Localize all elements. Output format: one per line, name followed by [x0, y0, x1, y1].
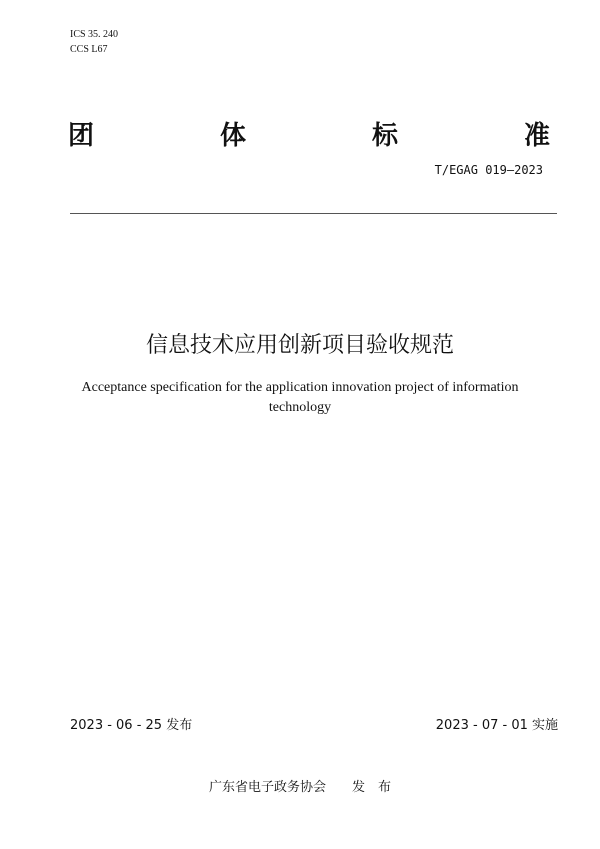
- issue-date: 2023 - 06 - 25 发布: [70, 718, 193, 733]
- effective-date: 2023 - 07 - 01 实施: [435, 718, 558, 733]
- ics-code: ICS 35. 240: [70, 29, 119, 40]
- header-char: 体: [220, 121, 247, 151]
- title-english: Acceptance specification for the application innovation project of information technology: [81, 380, 519, 415]
- standard-code: T/EGAG 019—2023: [434, 163, 543, 177]
- title-chinese: 信息技术应用创新项目验收规范: [145, 333, 454, 358]
- header-char: 团: [68, 121, 95, 151]
- ccs-code: CCS L67: [70, 44, 108, 55]
- publisher: 广东省电子政务协会 发 布: [208, 780, 391, 795]
- header-char: 准: [524, 121, 551, 151]
- divider: [70, 213, 557, 214]
- header-char: 标: [372, 121, 399, 151]
